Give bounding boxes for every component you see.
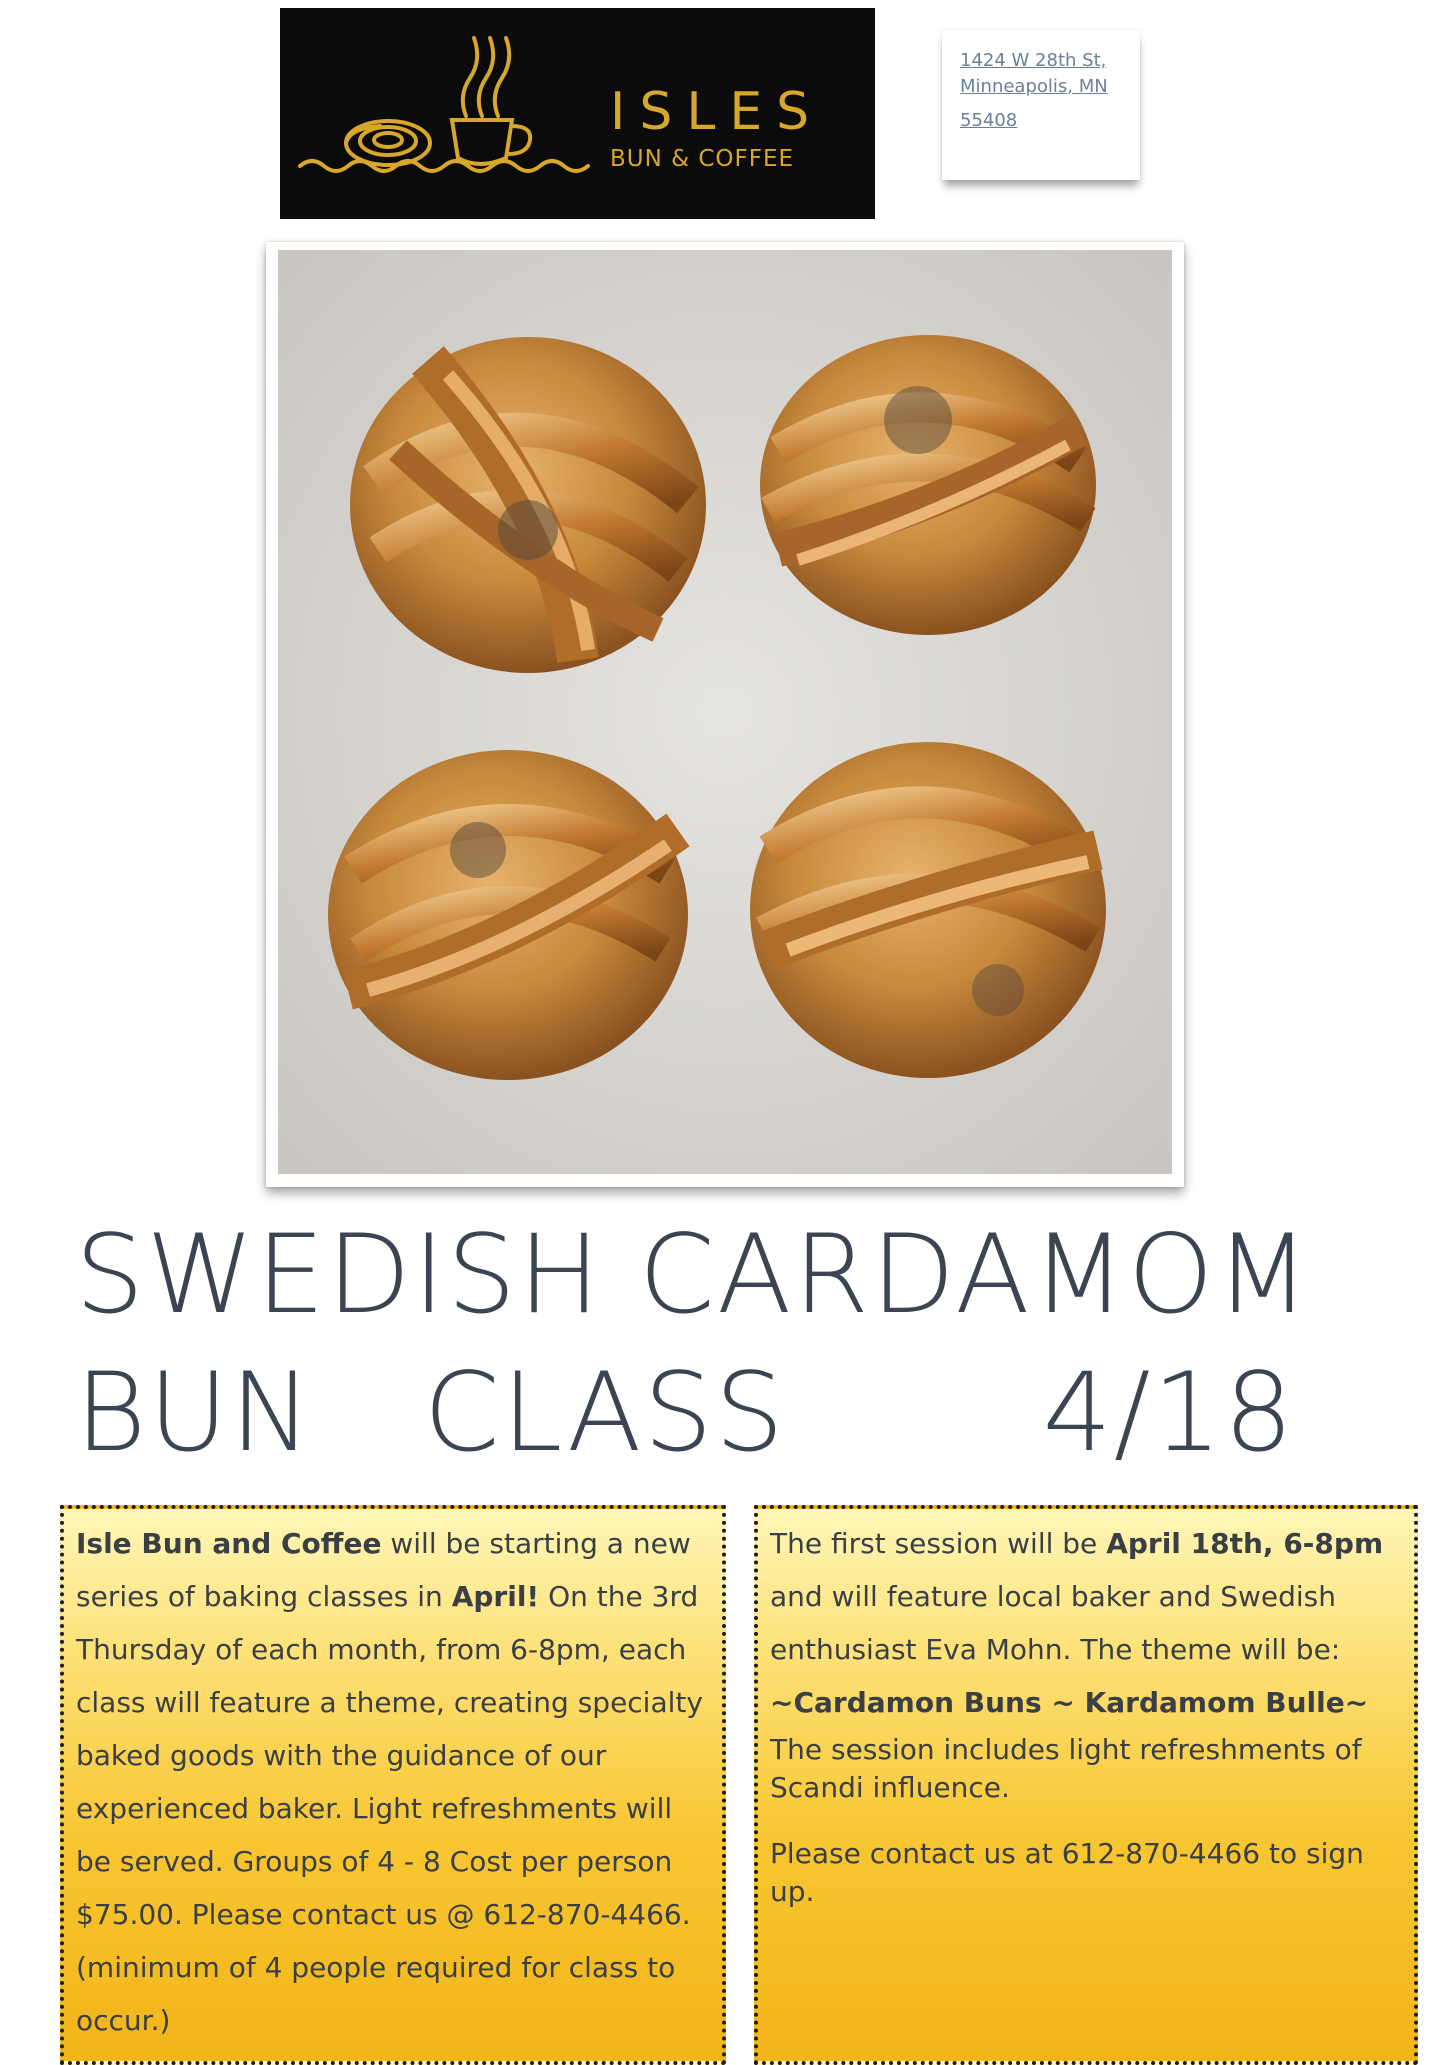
class-info-text [76, 1517, 716, 2047]
class-info-part-1: will be starting a new series of baking classes in [76, 1527, 691, 1613]
session-refreshments: The session includes light refreshments of Scandi influence. [770, 1733, 1362, 1804]
session-intro: The first session will be [770, 1527, 1107, 1560]
session-theme: ~Cardamon Buns ~ Kardamom Bulle~ [770, 1686, 1369, 1719]
first-session-text [770, 1517, 1408, 1676]
cardamom-buns-photo [278, 250, 1172, 1174]
address-card [942, 30, 1140, 180]
start-month: April! [451, 1580, 540, 1613]
address-line-2[interactable]: Minneapolis, MN [960, 76, 1108, 97]
class-info-card [60, 1505, 726, 2065]
session-date: April 18th, 6-8pm [1106, 1527, 1384, 1560]
session-details: and will feature local baker and Swedish enthusiast Eva Mohn. The theme will be: [770, 1580, 1341, 1666]
logo [280, 8, 875, 219]
logo-tagline: BUN & COFFEE [610, 146, 795, 172]
session-contact: Please contact us at 612-870-4466 to sign up. [770, 1837, 1364, 1908]
buns-illustration-icon [278, 250, 1172, 1174]
address-line-3[interactable]: 55408 [960, 110, 1018, 131]
brand-name: Isle Bun and Coffee [76, 1527, 382, 1560]
headline-line-1: SWEDISH CARDAMOM [75, 1211, 1312, 1338]
logo-wordmark: ISLES [610, 82, 824, 142]
address-line-1[interactable]: 1424 W 28th St, [960, 50, 1107, 71]
class-info-part-2: On the 3rd Thursday of each month, from 6-8pm, each class will feature a theme, creating specialty baked goods with the guidance of our experienced baker. Light refreshments will be served. Groups of 4 - 8 Cost per person $75.00. Please contact us @ 612-870-4466. (minimum of 4 people required for class to occur.) [76, 1580, 703, 2037]
photo-frame [266, 242, 1184, 1187]
first-session-card [754, 1505, 1418, 2065]
headline-line-2: BUN CLASS 4/18 [75, 1349, 1296, 1476]
